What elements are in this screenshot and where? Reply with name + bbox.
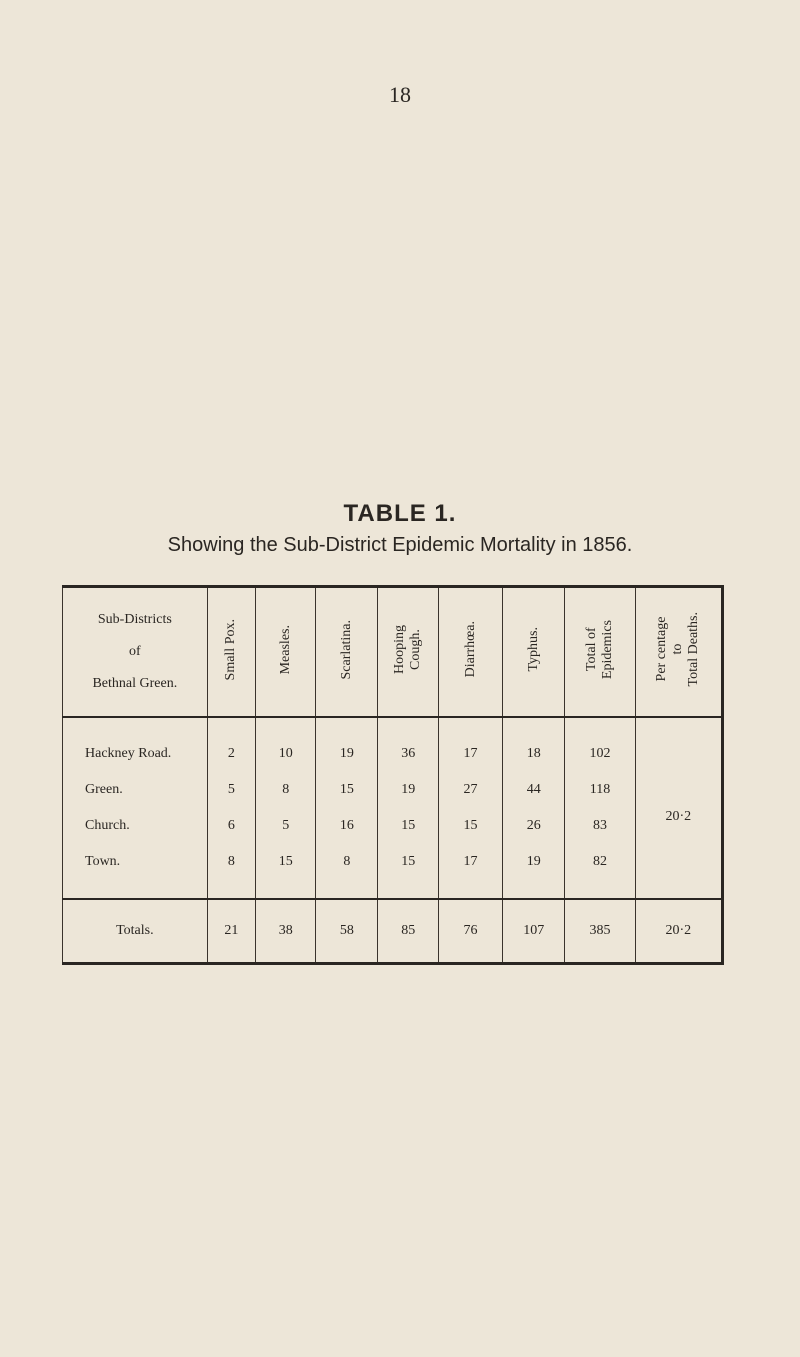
column-header-percentage: Per centage to Total Deaths. xyxy=(635,587,722,718)
totals-row xyxy=(63,899,723,964)
table-cell: 2 xyxy=(207,717,255,772)
table-cell: 8 xyxy=(256,772,316,808)
total-cell: 20·2 xyxy=(635,899,722,964)
column-header-measles: Measles. xyxy=(256,587,316,718)
table-cell: 18 xyxy=(503,717,565,772)
column-header-hooping-cough: Hooping Cough. xyxy=(378,587,438,718)
table-cell: 17 xyxy=(438,844,502,899)
total-cell: 385 xyxy=(565,899,635,964)
table-cell: 17 xyxy=(438,717,502,772)
table-cell: 27 xyxy=(438,772,502,808)
table-cell: 8 xyxy=(316,844,378,899)
mortality-table-container xyxy=(62,585,724,957)
column-header-small-pox: Small Pox. xyxy=(207,587,255,718)
row-label: Town. xyxy=(85,854,121,869)
stub-header-line: Sub-Districts xyxy=(97,612,172,627)
page-number: 18 xyxy=(389,82,411,107)
table-row xyxy=(63,772,723,808)
table-cell: 8 xyxy=(207,844,255,899)
table-cell: 15 xyxy=(378,844,438,899)
stub-header xyxy=(63,587,208,718)
total-cell: 38 xyxy=(256,899,316,964)
table-cell: 102 xyxy=(565,717,635,772)
table-row xyxy=(63,844,723,899)
stub-header-line: Bethnal Green. xyxy=(92,676,178,691)
column-header-diarrhoea: Diarrhœa. xyxy=(438,587,502,718)
table-cell: 36 xyxy=(378,717,438,772)
table-cell: 83 xyxy=(565,808,635,844)
table-cell: 82 xyxy=(565,844,635,899)
table-cell: 10 xyxy=(256,717,316,772)
table-cell: 15 xyxy=(378,808,438,844)
total-cell: 85 xyxy=(378,899,438,964)
table-cell: 15 xyxy=(316,772,378,808)
table-cell: 19 xyxy=(378,772,438,808)
table-cell: 5 xyxy=(207,772,255,808)
table-cell: 44 xyxy=(503,772,565,808)
row-label: Hackney Road. xyxy=(85,746,172,761)
total-cell: 58 xyxy=(316,899,378,964)
header-row xyxy=(63,587,723,718)
table-cell: 6 xyxy=(207,808,255,844)
stub-header-line: of xyxy=(129,644,141,659)
table-cell: 26 xyxy=(503,808,565,844)
percentage-cell: 20·2 xyxy=(635,717,722,899)
table-subtitle: Showing the Sub-District Epidemic Mortality in 1856. xyxy=(167,534,633,556)
table-cell: 15 xyxy=(256,844,316,899)
total-cell: 76 xyxy=(438,899,502,964)
table-row xyxy=(63,808,723,844)
table-cell: 19 xyxy=(316,717,378,772)
table-cell: 118 xyxy=(565,772,635,808)
table-cell: 5 xyxy=(256,808,316,844)
row-label: Green. xyxy=(85,782,123,797)
table-cell: 16 xyxy=(316,808,378,844)
table-cell: 15 xyxy=(438,808,502,844)
column-header-total-epidemics: Total of Epidemics xyxy=(565,587,635,718)
column-header-scarlatina: Scarlatina. xyxy=(316,587,378,718)
total-cell: 21 xyxy=(207,899,255,964)
table-title: TABLE 1. xyxy=(343,500,457,527)
row-label: Church. xyxy=(85,818,130,833)
column-header-typhus: Typhus. xyxy=(503,587,565,718)
mortality-table xyxy=(62,585,724,965)
table-cell: 19 xyxy=(503,844,565,899)
total-cell: 107 xyxy=(503,899,565,964)
table-row xyxy=(63,717,723,772)
totals-label: Totals. xyxy=(63,899,208,964)
